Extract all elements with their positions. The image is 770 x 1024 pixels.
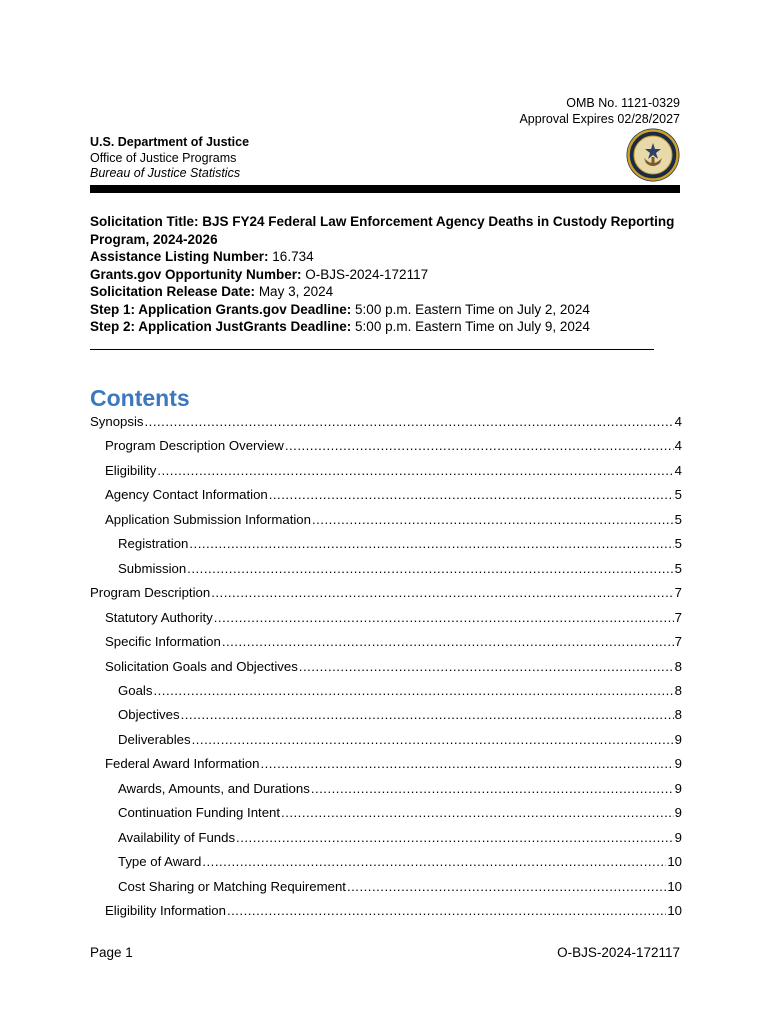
section-divider: [90, 349, 654, 350]
toc-leader-dots: [211, 583, 673, 603]
toc-entry-label: Continuation Funding Intent: [118, 805, 281, 821]
contents-heading: Contents: [90, 385, 190, 411]
toc-entry[interactable]: [90, 583, 682, 603]
omb-block: [519, 95, 680, 127]
toc-entry-page: 4: [674, 462, 682, 478]
toc-leader-dots: [312, 510, 674, 530]
step2-value: 5:00 p.m. Eastern Time on July 9, 2024: [351, 319, 590, 334]
toc-leader-dots: [227, 901, 666, 921]
toc-entry-label: Registration: [118, 536, 189, 552]
toc-entry-page: 7: [674, 609, 682, 625]
toc-leader-dots: [145, 412, 674, 432]
toc-entry[interactable]: [105, 436, 682, 456]
release-value: May 3, 2024: [255, 284, 334, 299]
toc-entry-label: Program Description: [90, 585, 211, 601]
footer-page-label: Page 1: [90, 945, 133, 960]
assistance-listing-row: [90, 248, 680, 266]
toc-leader-dots: [236, 828, 674, 848]
solicitation-block: [90, 213, 680, 336]
step1-value: 5:00 p.m. Eastern Time on July 2, 2024: [351, 301, 590, 317]
toc-leader-dots: [311, 779, 674, 799]
opportunity-label: Grants.gov Opportunity Number:: [90, 266, 302, 282]
department-name: U.S. Department of Justice: [90, 135, 250, 149]
step1-deadline-row: [90, 301, 680, 319]
toc-entry-page: 10: [667, 878, 682, 894]
step2-deadline-row: [90, 318, 680, 336]
toc-entry-page: 4: [674, 414, 682, 429]
toc-entry-label: Solicitation Goals and Objectives: [105, 658, 298, 674]
toc-entry[interactable]: [118, 559, 682, 579]
toc-entry[interactable]: [118, 803, 682, 823]
toc-entry-label: Application Submission Information: [105, 511, 311, 527]
toc-entry-page: 10: [667, 854, 682, 870]
toc-leader-dots: [202, 852, 666, 872]
toc-leader-dots: [192, 730, 674, 750]
toc-entry-label: Eligibility: [105, 462, 157, 478]
toc-entry[interactable]: [105, 632, 682, 652]
agency-block: [90, 135, 249, 182]
toc-entry[interactable]: [118, 828, 682, 848]
toc-entry-label: Type of Award: [118, 854, 202, 870]
toc-entry-page: 9: [674, 805, 682, 821]
toc-entry-label: Federal Award Information: [105, 756, 260, 772]
toc-entry-label: Agency Contact Information: [105, 487, 268, 503]
toc-leader-dots: [269, 485, 674, 505]
toc-leader-dots: [181, 705, 674, 725]
release-label: Solicitation Release Date:: [90, 284, 256, 299]
toc-entry[interactable]: [118, 534, 682, 554]
toc-entry[interactable]: [118, 730, 682, 750]
header-rule: [90, 185, 680, 193]
toc-entry-page: 9: [674, 829, 682, 845]
toc-leader-dots: [214, 608, 674, 628]
toc-entry-label: Awards, Amounts, and Durations: [118, 780, 310, 796]
toc-entry[interactable]: [105, 461, 682, 481]
toc-leader-dots: [222, 632, 674, 652]
toc-entry[interactable]: [118, 779, 682, 799]
toc-entry[interactable]: [118, 877, 682, 897]
toc-leader-dots: [299, 657, 674, 677]
toc-leader-dots: [153, 681, 673, 701]
toc-entry-page: 10: [667, 903, 682, 918]
toc-leader-dots: [260, 754, 673, 774]
toc-entry[interactable]: [90, 412, 682, 432]
approval-expires: Approval Expires 02/28/2027: [519, 112, 680, 126]
toc-entry-label: Specific Information: [105, 634, 221, 650]
step1-label: Step 1: Application Grants.gov Deadline:: [90, 301, 352, 317]
solicitation-title: Solicitation Title: BJS FY24 Federal Law Enforcement Agency Deaths in Custody Reporting Program, 2024-2026: [90, 214, 675, 247]
toc-entry-page: 8: [674, 682, 682, 698]
toc-entry[interactable]: [105, 901, 682, 921]
toc-entry[interactable]: [105, 485, 682, 505]
assistance-value: 16.734: [268, 249, 314, 264]
toc-leader-dots: [189, 534, 673, 554]
bureau-name: Bureau of Justice Statistics: [90, 166, 241, 180]
toc-entry-label: Goals: [118, 682, 153, 698]
toc-leader-dots: [187, 559, 673, 579]
toc-leader-dots: [285, 436, 674, 456]
toc-entry-page: 5: [674, 536, 682, 552]
toc-entry[interactable]: [118, 705, 682, 725]
toc-entry-label: Eligibility Information: [105, 903, 226, 918]
step2-label: Step 2: Application JustGrants Deadline:: [90, 319, 352, 334]
toc-entry-page: 5: [674, 487, 682, 503]
toc-entry[interactable]: [105, 657, 682, 677]
office-name: Office of Justice Programs: [90, 150, 237, 165]
release-date-row: [90, 283, 680, 301]
toc-entry[interactable]: [105, 510, 682, 530]
toc-entry-page: 8: [674, 658, 682, 674]
opportunity-number-row: [90, 266, 680, 284]
toc-leader-dots: [157, 461, 673, 481]
toc-entry[interactable]: [118, 852, 682, 872]
toc-entry-page: 8: [674, 707, 682, 723]
toc-entry-label: Submission: [118, 560, 187, 576]
toc-entry-label: Availability of Funds: [118, 829, 236, 845]
toc-entry[interactable]: [105, 754, 682, 774]
toc-leader-dots: [347, 877, 666, 897]
footer-doc-number: O-BJS-2024-172117: [557, 945, 680, 960]
toc-entry-page: 4: [674, 438, 682, 454]
toc-entry-label: Objectives: [118, 707, 180, 723]
toc-entry[interactable]: [105, 608, 682, 628]
doj-seal-icon: [626, 128, 680, 182]
toc-entry-page: 9: [674, 780, 682, 796]
opportunity-value: O-BJS-2024-172117: [301, 266, 429, 282]
toc-entry[interactable]: [118, 681, 682, 701]
toc-entry-label: Cost Sharing or Matching Requirement: [118, 878, 346, 894]
toc-entry-label: Statutory Authority: [105, 609, 213, 625]
toc-entry-page: 7: [674, 585, 682, 601]
omb-number: OMB No. 1121-0329: [566, 96, 680, 110]
toc-entry-page: 9: [674, 756, 682, 772]
toc-entry-label: Deliverables: [118, 731, 191, 747]
toc-entry-page: 9: [674, 731, 682, 747]
assistance-label: Assistance Listing Number:: [90, 249, 269, 264]
toc-entry-page: 5: [674, 560, 682, 576]
toc-leader-dots: [281, 803, 674, 823]
toc-entry-label: Program Description Overview: [105, 438, 284, 454]
toc-entry-page: 7: [674, 634, 682, 650]
toc-entry-label: Synopsis: [90, 414, 144, 429]
toc-entry-page: 5: [674, 511, 682, 527]
